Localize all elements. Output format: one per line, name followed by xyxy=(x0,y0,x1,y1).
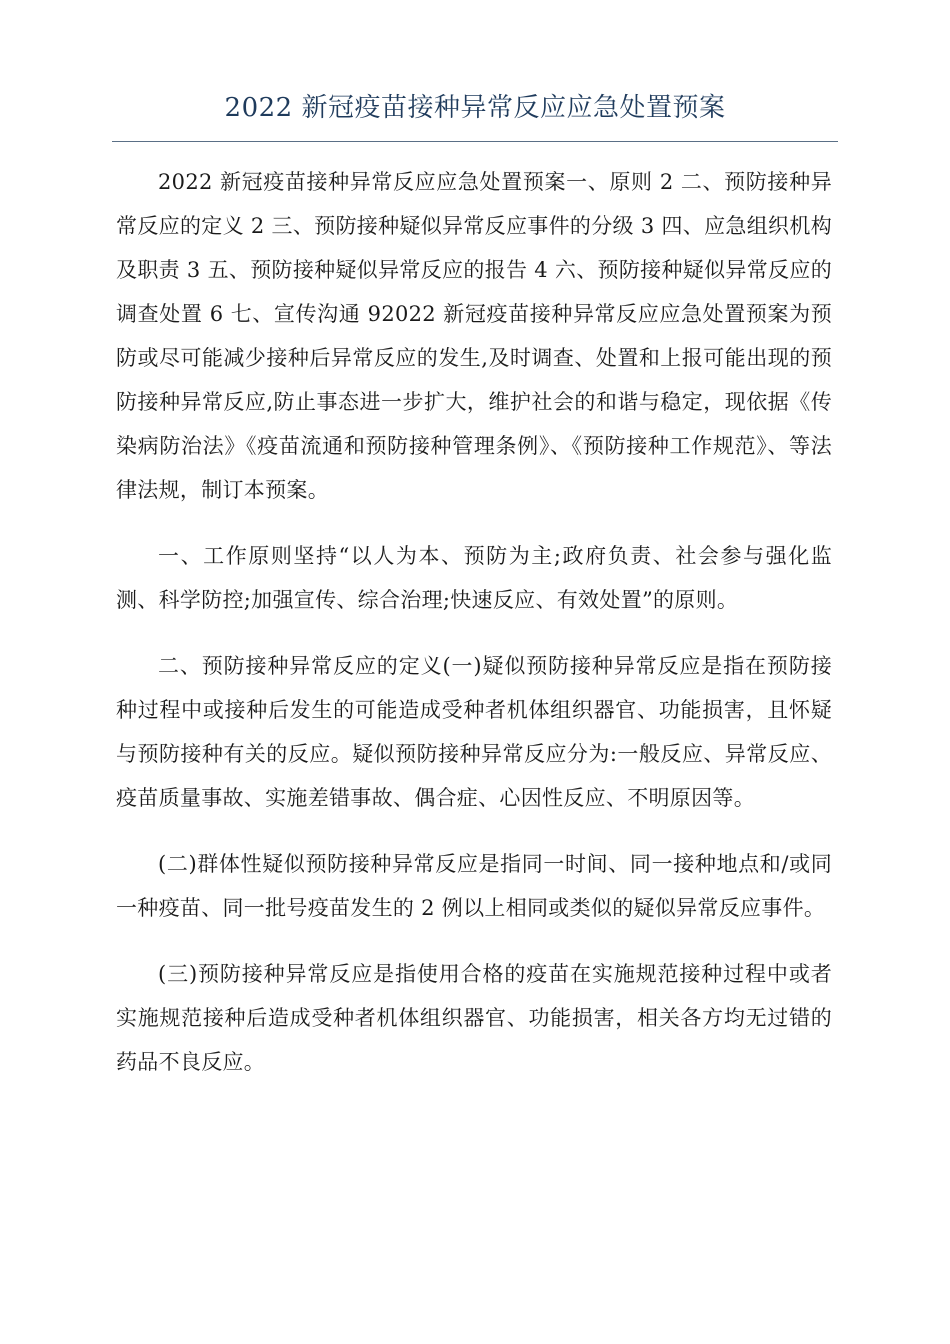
title-divider xyxy=(112,141,838,142)
paragraph-principles: 一、工作原则坚持“以人为本、预防为主;政府负责、社会参与强化监测、科学防控;加强宣传、综合治理;快速反应、有效处置”的原则。 xyxy=(116,544,832,612)
paragraph-definition: 二、预防接种异常反应的定义(一)疑似预防接种异常反应是指在预防接种过程中或接种后发生的可能造成受种者机体组织器官、功能损害，且怀疑与预防接种有关的反应。疑似预防接种异常反应分为:一般反应、异常反应、疫苗质量事故、实施差错事故、偶合症、心因性反应、不明原因等。 xyxy=(116,654,832,810)
document-body xyxy=(116,160,832,1106)
paragraph-group-reaction: (二)群体性疑似预防接种异常反应是指同一时间、同一接种地点和/或同一种疫苗、同一批号疫苗发生的 2 例以上相同或类似的疑似异常反应事件。 xyxy=(116,852,832,920)
paragraph-intro: 2022 新冠疫苗接种异常反应应急处置预案一、原则 2 二、预防接种异常反应的定义 2 三、预防接种疑似异常反应事件的分级 3 四、应急组织机构及职责 3 五、预防接种疑似异常反应的报告 4 六、预防接种疑似异常反应的调查处置 6 七、宣传沟通 92022 新冠疫苗接种异常反应应急处置预案为预防或尽可能减少接种后异常反应的发生,及时调查、处置和上报可能出现的预防接种异常反应,防止事态进一步扩大，维护社会的和谐与稳定，现依据《传染病防治法》《疫苗流通和预防接种管理条例》、《预防接种工作规范》、等法律法规，制订本预案。 xyxy=(116,170,832,502)
page-title: 2022 新冠疫苗接种异常反应应急处置预案 xyxy=(224,93,726,123)
paragraph-abnormal-reaction: (三)预防接种异常反应是指使用合格的疫苗在实施规范接种过程中或者实施规范接种后造成受种者机体组织器官、功能损害，相关各方均无过错的药品不良反应。 xyxy=(116,962,832,1074)
